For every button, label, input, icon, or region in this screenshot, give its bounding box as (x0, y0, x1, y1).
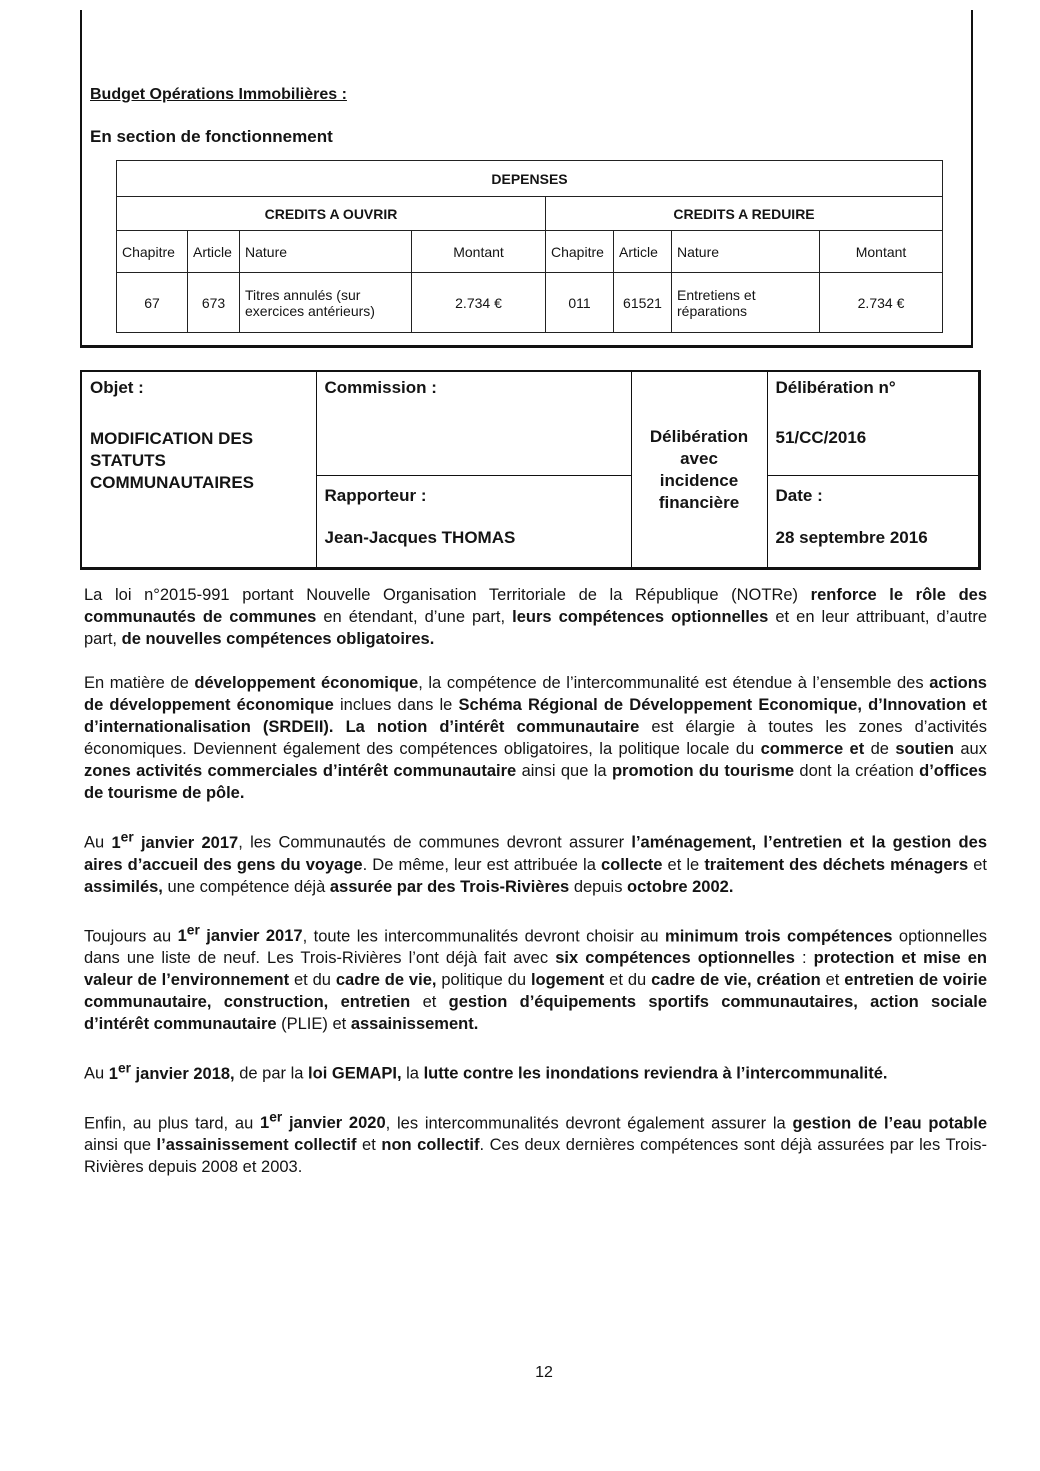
col-chapitre: Chapitre (117, 231, 188, 273)
left-nature: Titres annulés (sur exercices antérieurs) (240, 273, 412, 333)
budget-title: Budget Opérations Immobilières : (90, 86, 347, 103)
date-cell (767, 476, 979, 569)
page-number: 12 (535, 1364, 553, 1381)
commission-cell (316, 371, 631, 476)
objet-value: MODIFICATION DES STATUTS COMMUNAUTAIRES (90, 429, 255, 492)
paragraph: En matière de développement économique, la compétence de l’intercommunalité est étendue à l’ensemble des actions de développement économique inclues dans le Schéma Régional de Développement Economique, d’Innovation et d’internationalisation (SRDEII). La notion d’intérêt communautaire est élargie à toutes les zones d’activités économiques. Deviennent également des compétences obligatoires, la politique locale du commerce et de soutien aux zones activités commerciales d’intérêt communautaire ainsi que la promotion du tourisme dont la création d’offices de tourisme de pôle. (84, 674, 988, 802)
numero-label: Délibération n° (775, 378, 896, 397)
col-article: Article (188, 231, 240, 273)
rapporteur-cell (316, 476, 631, 569)
paragraph: Au 1er janvier 2017, les Communautés de communes devront assurer l’aménagement, l’entretien et la gestion des aires d’accueil des gens du voyage. De même, leur est attribuée la collecte et le traitement des déchets ménagers et assimilés, une compétence déjà assurée par des Trois-Rivières depuis octobre 2002. (84, 829, 987, 896)
objet-label: Objet : (90, 378, 144, 397)
left-chapitre: 67 (117, 273, 188, 333)
col-montant: Montant (412, 231, 546, 273)
depenses-header: DEPENSES (117, 161, 943, 197)
objet-cell (81, 371, 316, 569)
incidence-label: Délibération avec incidence financière (649, 426, 749, 512)
numero-cell (767, 371, 979, 476)
date-value: 28 septembre 2016 (775, 528, 928, 548)
col-nature: Nature (240, 231, 412, 273)
deliberation-table (80, 370, 981, 570)
col-montant: Montant (820, 231, 943, 273)
rapporteur-label: Rapporteur : (324, 486, 427, 506)
paragraph: Toujours au 1er janvier 2017, toute les intercommunalités devront choisir au minimum trois compétences optionnelles dans une liste de neuf. Les Trois-Rivières l’ont déjà fait avec six compétences optionnelles : protection et mise en valeur de l’environnement et du cadre de vie, politique du logement et du cadre de vie, création et entretien de voirie communautaire, construction, entretien et gestion d’équipements sportifs communautaires, action sociale d’intérêt communautaire (PLIE) et assainissement. (84, 922, 987, 1033)
date-label: Date : (775, 486, 823, 506)
credits-ouvrir-header: CREDITS A OUVRIR (117, 197, 546, 231)
col-article: Article (614, 231, 672, 273)
commission-label: Commission : (324, 378, 437, 397)
paragraph: Au 1er janvier 2018, de par la loi GEMAPI, la lutte contre les inondations reviendra à l’intercommunalité. (84, 1060, 888, 1083)
col-chapitre: Chapitre (546, 231, 614, 273)
credits-reduire-header: CREDITS A REDUIRE (546, 197, 943, 231)
paragraph: La loi n°2015-991 portant Nouvelle Organisation Territoriale de la République (NOTRe) renforce le rôle des communautés de communes en étendant, d’une part, leurs compétences optionnelles et en leur attribuant, d’autre part, de nouvelles compétences obligatoires. (84, 586, 988, 648)
rapporteur-value: Jean-Jacques THOMAS (324, 528, 516, 548)
paragraph: Enfin, au plus tard, au 1er janvier 2020, les intercommunalités devront également assurer la gestion de l’eau potable ainsi que l’assainissement collectif et non collectif. Ces deux dernières compétences sont déjà assurées par les Trois-Rivières depuis 2008 et 2003. (84, 1109, 988, 1176)
left-montant: 2.734 € (412, 273, 546, 333)
col-nature: Nature (672, 231, 820, 273)
incidence-cell (631, 371, 767, 569)
numero-value: 51/CC/2016 (775, 428, 867, 447)
left-article: 673 (188, 273, 240, 333)
section-title: En section de fonctionnement (90, 127, 333, 146)
right-montant: 2.734 € (820, 273, 943, 333)
deliberation-body (84, 584, 987, 1200)
right-nature: Entretiens et réparations (672, 273, 820, 333)
budget-table (116, 160, 943, 333)
right-article: 61521 (614, 273, 672, 333)
right-chapitre: 011 (546, 273, 614, 333)
